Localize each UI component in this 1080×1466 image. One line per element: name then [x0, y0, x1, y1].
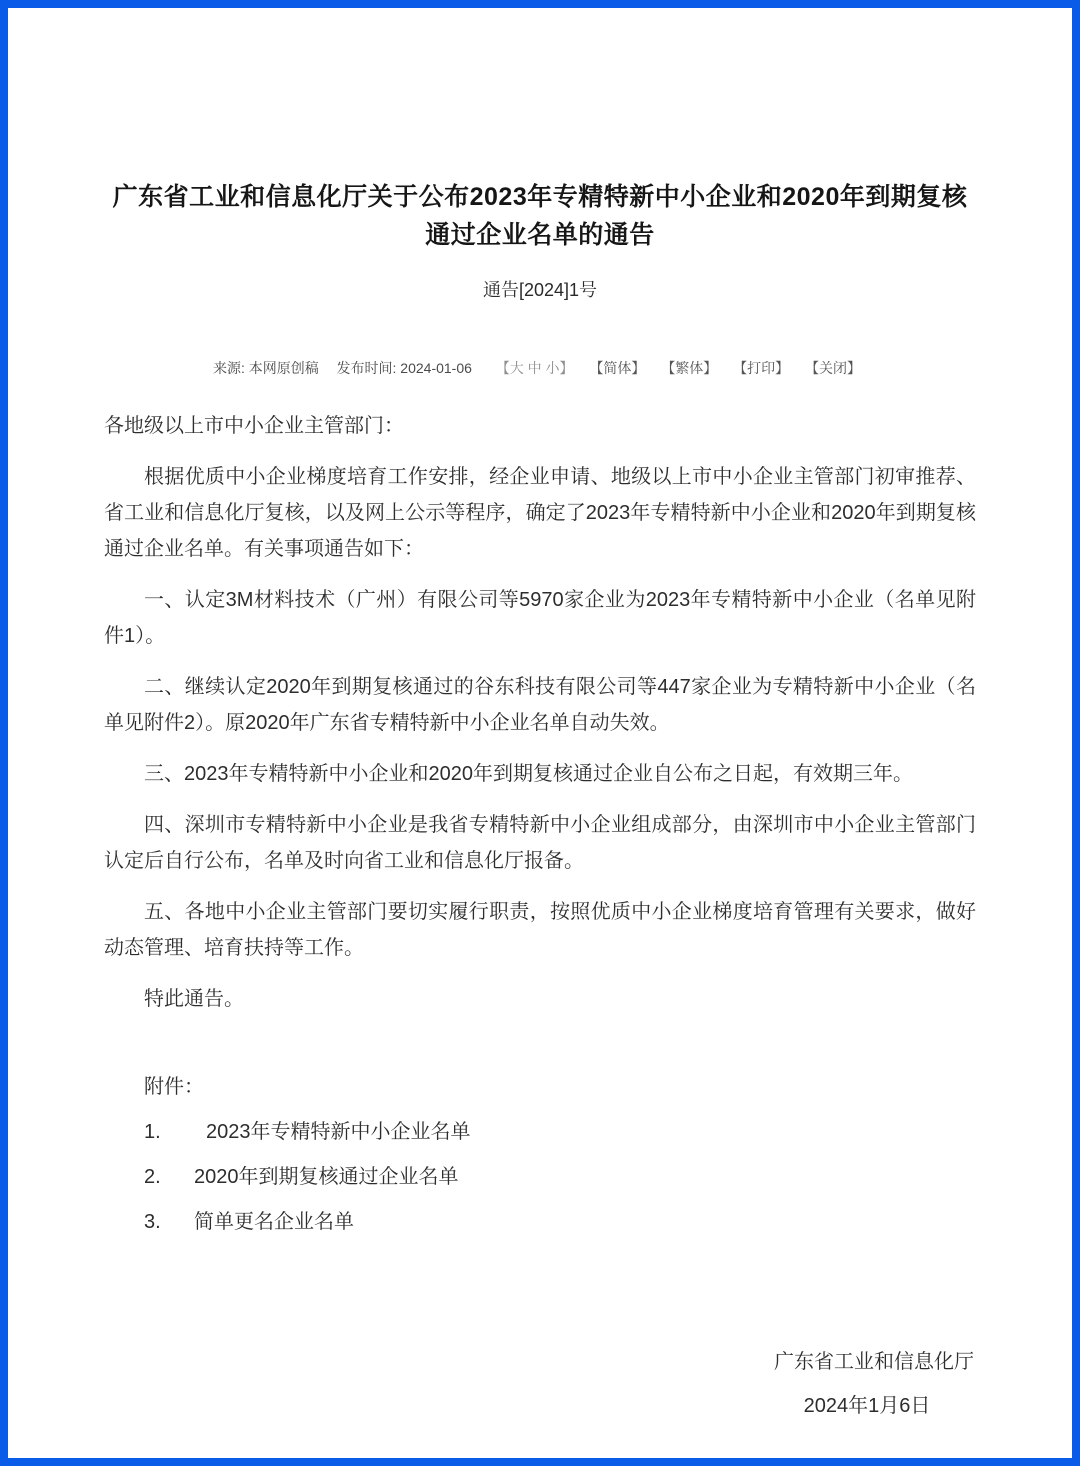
attachment-item-1[interactable]	[104, 1114, 976, 1150]
attachment-number: 3.	[144, 1211, 161, 1233]
attachments-section	[104, 1069, 976, 1240]
simplified-button[interactable]: 【简体】	[589, 360, 646, 376]
paragraph-intro: 根据优质中小企业梯度培育工作安排，经企业申请、地级以上市中小企业主管部门初审推荐、省工业和信息化厅复核，以及网上公示等程序，确定了2023年专精特新中小企业和2020年到期复核通过企业名单。有关事项通告如下：	[104, 466, 976, 560]
attachment-link-2023-list[interactable]: 2023年专精特新中小企业名单	[206, 1121, 471, 1143]
notice-body	[104, 408, 976, 1424]
paragraph-item-1: 一、认定3M材料技术（广州）有限公司等5970家企业为2023年专精特新中小企业（名单见附件1）。	[104, 589, 976, 647]
font-size-control[interactable]: 【大 中 小】	[495, 360, 574, 376]
attachment-link-rename-list[interactable]: 简单更名企业名单	[194, 1211, 354, 1233]
publish-date: 2024-01-06	[400, 360, 472, 376]
attachment-item-3[interactable]	[104, 1204, 976, 1240]
paragraph-item-3: 三、2023年专精特新中小企业和2020年到期复核通过企业自公布之日起，有效期三年。	[144, 763, 913, 785]
source-label: 来源:	[212, 360, 245, 376]
issue-date: 2024年1月6日	[803, 1395, 931, 1417]
signature-block	[774, 1344, 974, 1424]
close-button[interactable]: 【关闭】	[805, 360, 862, 376]
paragraph-item-4: 四、深圳市专精特新中小企业是我省专精特新中小企业组成部分，由深圳市中小企业主管部门认定后自行公布，名单及时向省工业和信息化厅报备。	[104, 814, 976, 872]
issuing-authority: 广东省工业和信息化厅	[774, 1351, 974, 1373]
doc-number: 通告[2024]1号	[482, 280, 598, 300]
salutation: 各地级以上市中小企业主管部门：	[104, 415, 404, 437]
publish-time-label: 发布时间:	[336, 360, 397, 376]
attachment-link-2020-review-list[interactable]: 2020年到期复核通过企业名单	[194, 1166, 459, 1188]
notice-document	[8, 8, 1072, 1424]
meta-bar	[104, 358, 976, 378]
traditional-button[interactable]: 【繁体】	[661, 360, 718, 376]
print-button[interactable]: 【打印】	[733, 360, 790, 376]
closing-statement: 特此通告。	[144, 988, 244, 1010]
paragraph-item-2: 二、继续认定2020年到期复核通过的谷东科技有限公司等447家企业为专精特新中小企业（名单见附件2）。原2020年广东省专精特新中小企业名单自动失效。	[104, 676, 976, 734]
attachments-label: 附件：	[144, 1076, 204, 1098]
attachment-item-2[interactable]	[104, 1159, 976, 1195]
paragraph-item-5: 五、各地中小企业主管部门要切实履行职责，按照优质中小企业梯度培育管理有关要求，做好动态管理、培育扶持等工作。	[104, 901, 976, 959]
page-title: 广东省工业和信息化厅关于公布2023年专精特新中小企业和2020年到期复核通过企业名单的通告	[112, 183, 968, 249]
attachment-number: 2.	[144, 1166, 161, 1188]
attachment-number: 1.	[144, 1121, 161, 1143]
source-value: 本网原创稿	[248, 360, 319, 376]
